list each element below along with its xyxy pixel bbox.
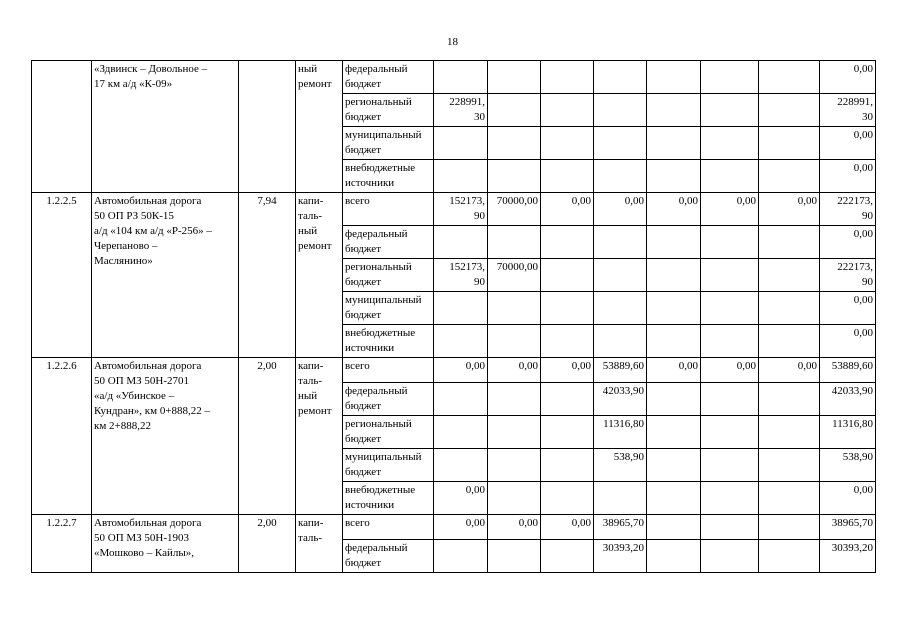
value-line: 11316,80 [603,418,644,430]
year-value [759,193,820,226]
year-value [434,515,488,540]
year-value [594,160,647,193]
year-value [594,226,647,259]
year-value [759,160,820,193]
object-name-line: 50 ОП МЗ 50Н-2701 [94,375,190,387]
object-name-line: Автомобильная дорога [94,360,202,372]
year-value [647,160,701,193]
funding-source [343,358,434,383]
object-code [32,61,92,193]
object-name-line: Кундран», км 0+888,22 – [94,405,211,417]
value-line: 0,00 [518,360,538,372]
funding-source [343,325,434,358]
year-value [759,358,820,383]
year-value [541,416,594,449]
funding-source-line: внебюджетные [345,162,416,174]
funding-source-line: муниципальный [345,451,422,463]
year-value [594,127,647,160]
value-line: 222173, [837,261,873,273]
object-name-line: 50 ОП РЗ 50К-15 [94,210,174,222]
year-value [647,325,701,358]
funding-source-line: муниципальный [345,294,422,306]
page-number: 18 [447,36,458,48]
year-value [647,61,701,94]
year-value [488,416,541,449]
year-value [434,449,488,482]
funding-source-line: региональный [345,96,412,108]
funding-source-line: бюджет [345,557,381,569]
work-type [296,193,343,358]
total-value [820,127,876,160]
value-line: 538,90 [842,451,873,463]
total-value [820,515,876,540]
work-type-line: капи- [298,517,324,529]
total-value [820,383,876,416]
funding-source [343,515,434,540]
funding-source [343,226,434,259]
object-length [239,61,296,193]
object-length: 2,00 [239,515,296,573]
value-line: 30393,20 [602,542,644,554]
total-value [820,416,876,449]
year-value [434,226,488,259]
value-line: 0,00 [853,162,873,174]
year-value [647,515,701,540]
year-value [488,449,541,482]
table-row [32,515,876,540]
year-value [647,292,701,325]
funding-source-line: региональный [345,261,412,273]
funding-source-line: бюджет [345,276,381,288]
year-value [434,160,488,193]
year-value [701,482,759,515]
work-type-line: ный [298,225,318,237]
year-value [434,482,488,515]
year-value [488,193,541,226]
total-value [820,61,876,94]
year-value [488,325,541,358]
year-value [759,325,820,358]
value-line: 30393,20 [831,542,873,554]
year-value [759,94,820,127]
total-value [820,325,876,358]
value-line: 90 [862,210,873,222]
year-value [541,449,594,482]
year-value [594,325,647,358]
work-type-line: ремонт [298,405,332,417]
funding-source-line: бюджет [345,309,381,321]
year-value [488,383,541,416]
year-value [759,482,820,515]
total-value [820,259,876,292]
funding-source-line: бюджет [345,78,381,90]
year-value [701,325,759,358]
year-value [434,259,488,292]
year-value [541,292,594,325]
year-value [701,358,759,383]
table-row [32,193,876,226]
value-line: 53889,60 [831,360,873,372]
funding-source-line: источники [345,342,395,354]
object-name-line: Маслянино» [94,255,153,267]
year-value [759,61,820,94]
total-value [820,449,876,482]
funding-source-line: источники [345,499,395,511]
value-line: 0,00 [624,195,644,207]
year-value [541,358,594,383]
year-value [647,449,701,482]
value-line: 0,00 [853,63,873,75]
total-value [820,358,876,383]
object-code: 1.2.2.5 [32,193,92,358]
year-value [647,193,701,226]
work-type-line: ный [298,390,318,402]
year-value [701,383,759,416]
value-line: 0,00 [518,517,538,529]
year-value [488,259,541,292]
year-value [759,449,820,482]
year-value [594,416,647,449]
value-line: 70000,00 [496,195,538,207]
funding-source [343,416,434,449]
year-value [701,160,759,193]
year-value [541,482,594,515]
year-value [759,416,820,449]
year-value [594,61,647,94]
funding-source-line: федеральный [345,228,408,240]
funding-source-line: источники [345,177,395,189]
year-value [488,94,541,127]
value-line: 11316,80 [832,418,873,430]
value-line: 53889,60 [602,360,644,372]
object-name-line: «Мошково – Кайлы», [94,547,194,559]
year-value [541,515,594,540]
year-value [701,259,759,292]
value-line: 0,00 [736,360,756,372]
table-row [32,61,876,94]
year-value [594,292,647,325]
funding-source-line: федеральный [345,385,408,397]
value-line: 152173, [449,261,485,273]
value-line: 0,00 [797,360,817,372]
year-value [594,383,647,416]
value-line: 0,00 [678,195,698,207]
value-line: 228991, [449,96,485,108]
value-line: 0,00 [797,195,817,207]
year-value [701,449,759,482]
value-line: 30 [862,111,873,123]
value-line: 152173, [449,195,485,207]
funding-source-line: бюджет [345,243,381,255]
object-name-line: «а/д «Убинское – [94,390,175,402]
object-length: 7,94 [239,193,296,358]
year-value [434,325,488,358]
year-value [647,358,701,383]
year-value [541,226,594,259]
budget-table [31,60,876,573]
funding-source-line: бюджет [345,466,381,478]
year-value [701,61,759,94]
year-value [647,416,701,449]
year-value [488,226,541,259]
year-value [647,383,701,416]
value-line: 0,00 [853,129,873,141]
year-value [701,540,759,573]
year-value [701,226,759,259]
work-type [296,358,343,515]
funding-source-line: всего [345,517,370,529]
year-value [488,127,541,160]
total-value [820,94,876,127]
year-value [759,226,820,259]
work-type-line: ный [298,63,318,75]
year-value [594,540,647,573]
value-line: 0,00 [571,517,591,529]
object-name-line: «Здвинск – Довольное – [94,63,208,75]
value-line: 0,00 [853,484,873,496]
work-type [296,61,343,193]
year-value [434,416,488,449]
funding-source-line: региональный [345,418,412,430]
year-value [434,193,488,226]
work-type-line: таль- [298,532,323,544]
funding-source [343,160,434,193]
object-name [92,193,239,358]
object-name-line: км 2+888,22 [94,420,152,432]
year-value [434,61,488,94]
year-value [488,61,541,94]
object-name-line: а/д «104 км а/д «Р-256» – [94,225,212,237]
year-value [647,226,701,259]
year-value [488,515,541,540]
year-value [759,383,820,416]
work-type-line: капи- [298,195,324,207]
value-line: 38965,70 [831,517,873,529]
funding-source-line: всего [345,195,370,207]
funding-source-line: бюджет [345,400,381,412]
year-value [594,482,647,515]
year-value [541,383,594,416]
value-line: 0,00 [571,360,591,372]
total-value [820,160,876,193]
object-name-line: 17 км а/д «К-09» [94,78,173,90]
total-value [820,292,876,325]
value-line: 70000,00 [496,261,538,273]
object-name [92,61,239,193]
funding-source [343,259,434,292]
year-value [701,127,759,160]
funding-source-line: бюджет [345,111,381,123]
year-value [488,292,541,325]
object-name-line: Автомобильная дорога [94,517,202,529]
total-value [820,226,876,259]
funding-source-line: муниципальный [345,129,422,141]
funding-source-line: внебюджетные [345,484,416,496]
value-line: 0,00 [853,228,873,240]
funding-source-line: федеральный [345,542,408,554]
value-line: 228991, [837,96,873,108]
total-value [820,540,876,573]
year-value [594,515,647,540]
table-row [32,358,876,383]
year-value [541,160,594,193]
value-line: 538,90 [613,451,644,463]
value-line: 90 [474,210,485,222]
funding-source [343,292,434,325]
year-value [647,540,701,573]
value-line: 30 [474,111,485,123]
total-value [820,482,876,515]
funding-source [343,94,434,127]
value-line: 0,00 [678,360,698,372]
value-line: 0,00 [571,195,591,207]
year-value [647,94,701,127]
value-line: 0,00 [465,517,485,529]
year-value [759,127,820,160]
year-value [434,358,488,383]
value-line: 0,00 [853,294,873,306]
funding-source [343,127,434,160]
year-value [541,193,594,226]
year-value [594,449,647,482]
year-value [647,127,701,160]
funding-source-line: бюджет [345,433,381,445]
year-value [701,515,759,540]
value-line: 90 [862,276,873,288]
object-name-line: Черепаново – [94,240,158,252]
year-value [701,292,759,325]
object-code: 1.2.2.7 [32,515,92,573]
year-value [647,259,701,292]
year-value [488,482,541,515]
object-name [92,515,239,573]
year-value [594,259,647,292]
value-line: 90 [474,276,485,288]
year-value [541,540,594,573]
year-value [541,61,594,94]
total-value [820,193,876,226]
funding-source-line: федеральный [345,63,408,75]
work-type-line: ремонт [298,240,332,252]
year-value [488,160,541,193]
object-code: 1.2.2.6 [32,358,92,515]
work-type-line: капи- [298,360,324,372]
year-value [594,358,647,383]
funding-source [343,449,434,482]
work-type [296,515,343,573]
value-line: 42033,90 [602,385,644,397]
work-type-line: таль- [298,375,323,387]
funding-source [343,193,434,226]
object-name-line: 50 ОП МЗ 50Н-1903 [94,532,190,544]
year-value [701,94,759,127]
year-value [594,94,647,127]
funding-source [343,61,434,94]
year-value [434,94,488,127]
object-name [92,358,239,515]
work-type-line: ремонт [298,78,332,90]
year-value [434,127,488,160]
year-value [541,325,594,358]
year-value [759,540,820,573]
year-value [594,193,647,226]
year-value [701,193,759,226]
year-value [488,358,541,383]
year-value [541,94,594,127]
year-value [647,482,701,515]
year-value [434,540,488,573]
object-length: 2,00 [239,358,296,515]
work-type-line: таль- [298,210,323,222]
year-value [701,416,759,449]
year-value [759,515,820,540]
year-value [434,383,488,416]
value-line: 0,00 [736,195,756,207]
year-value [759,292,820,325]
value-line: 42033,90 [831,385,873,397]
funding-source-line: бюджет [345,144,381,156]
funding-source-line: внебюджетные [345,327,416,339]
year-value [434,292,488,325]
funding-source-line: всего [345,360,370,372]
value-line: 222173, [837,195,873,207]
year-value [488,540,541,573]
year-value [541,259,594,292]
object-name-line: Автомобильная дорога [94,195,202,207]
funding-source [343,383,434,416]
value-line: 0,00 [465,484,485,496]
funding-source [343,540,434,573]
year-value [541,127,594,160]
value-line: 0,00 [465,360,485,372]
funding-source [343,482,434,515]
value-line: 0,00 [853,327,873,339]
value-line: 38965,70 [602,517,644,529]
year-value [759,259,820,292]
